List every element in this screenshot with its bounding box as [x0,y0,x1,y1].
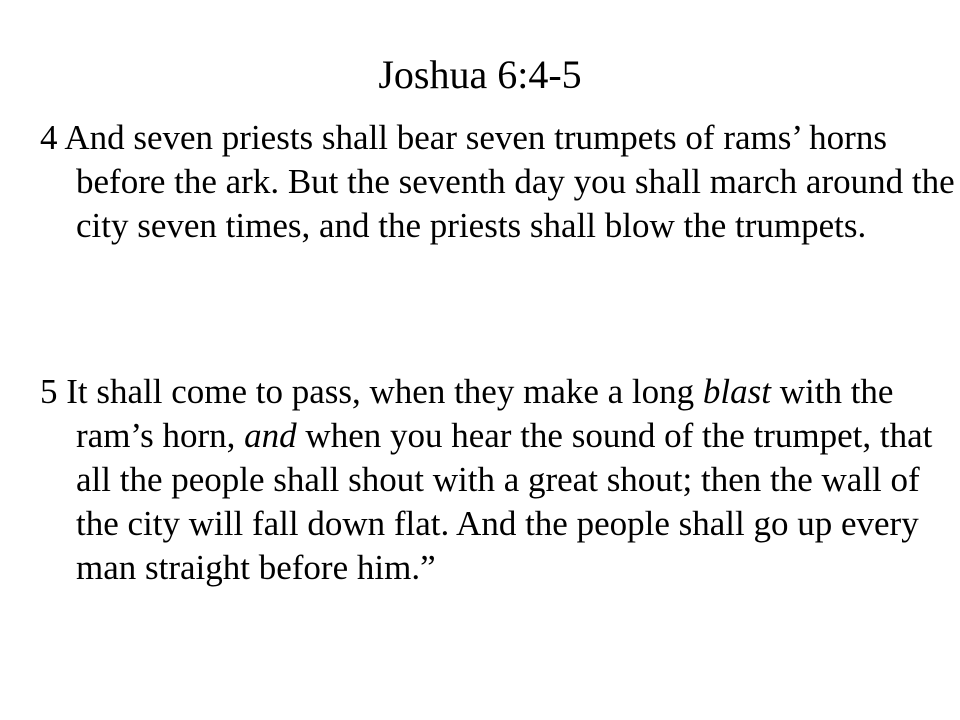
slide-title: Joshua 6:4-5 [378,52,582,97]
verse-4-text: 4 And seven priests shall bear seven trumpets of rams’ horns before the ark. But the seventh day you shall march around the city seven times, and the priests shall blow the trumpets. [40,118,955,245]
verse-5-italic-blast: blast [702,372,771,411]
verse-5-text-middle: with the ram’s horn, [76,372,894,455]
verse-5-text-end: when you hear the sound of the trumpet, that all the people shall shout with a great shout; then the wall of the city will fall down flat. And the people shall go up every man straight before him.” [76,416,933,587]
verse-4-paragraph [40,116,960,248]
verse-5-paragraph [40,370,960,590]
verse-5-italic-and: and [244,416,297,455]
verse-5-text-start: 5 It shall come to pass, when they make a long [40,372,703,411]
